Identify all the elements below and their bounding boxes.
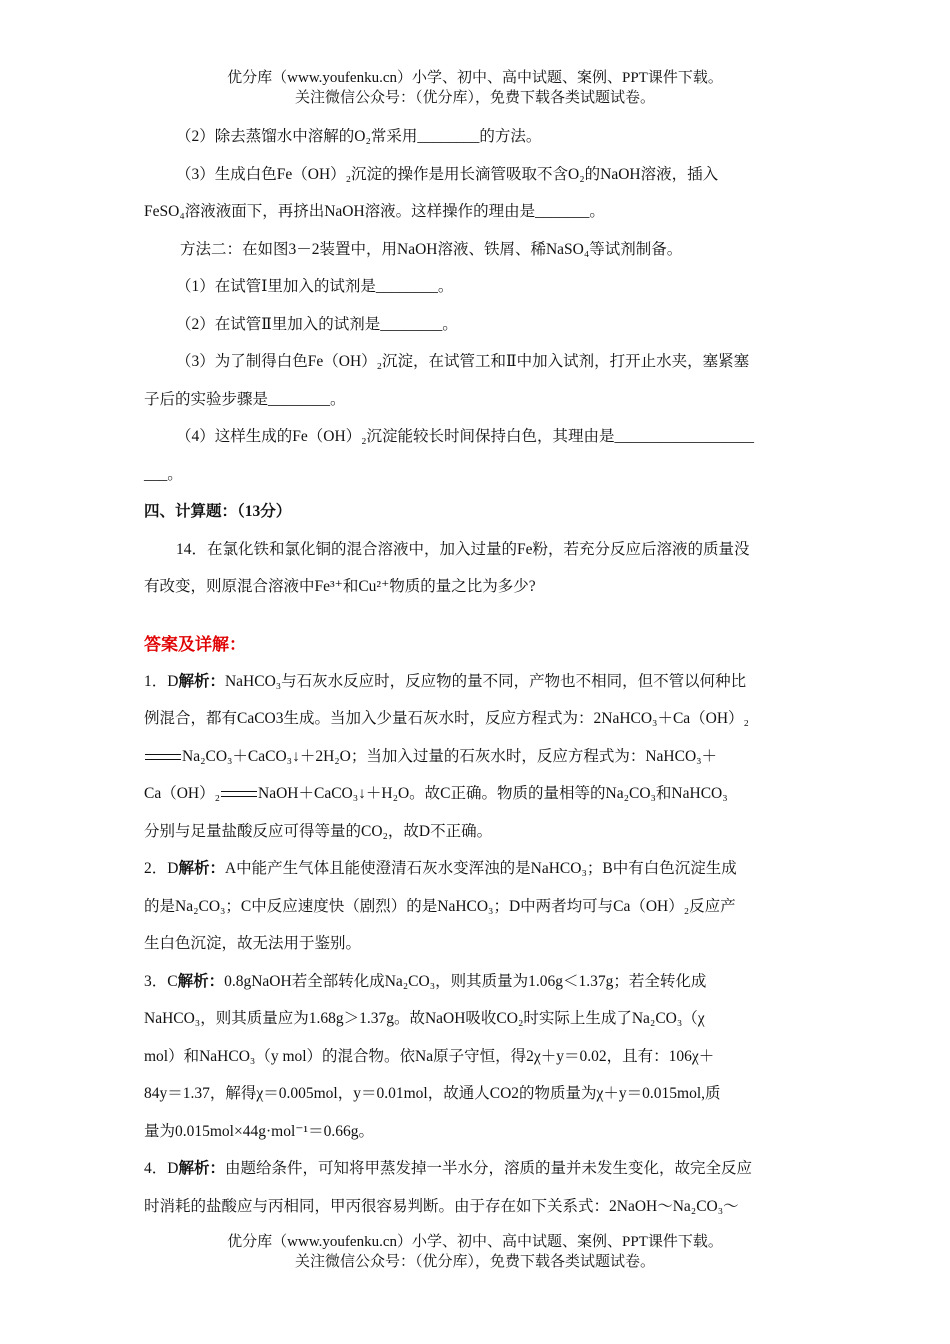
answer-1-line-5: 分别与足量盐酸反应可得等量的CO₂，故D不正确。 bbox=[144, 822, 493, 840]
answer-heading: 答案及详解： bbox=[144, 634, 246, 654]
section-4-heading: 四、计算题：（13分） bbox=[144, 503, 292, 520]
answer-1-text-4b: NaOH＋CaCO₃↓＋H₂O。故C正确。物质的量相等的Na₂CO₃和NaHCO₃ bbox=[258, 785, 728, 802]
method-2-question-4-line-2: ___。 bbox=[144, 465, 183, 483]
question-14-line-2: 有改变，则原混合溶液中Fe³⁺和Cu²⁺物质的量之比为多少? bbox=[144, 578, 536, 595]
answer-1-line-4 bbox=[144, 775, 806, 813]
header-line-2: 关注微信公众号：（优分库），免费下载各类试题试卷。 bbox=[294, 90, 655, 106]
answer-4-tag: 解析： bbox=[178, 1160, 225, 1177]
page-footer bbox=[0, 1232, 950, 1272]
method-2-question-3-line-2: 子后的实验步骤是________。 bbox=[144, 390, 346, 408]
answer-3-text-1: 0.8gNaOH若全部转化成Na₂CO₃，则其质量为1.06g＜1.37g；若全转化成 bbox=[224, 972, 707, 990]
question-3-line-2: FeSO₄溶液液面下，再挤出NaOH溶液。这样操作的理由是_______。 bbox=[144, 203, 605, 220]
footer-line-1: 优分库（www.youfenku.cn）小学、初中、高中试题、案例、PPT课件下载。 bbox=[227, 1234, 723, 1250]
answer-1-line-3 bbox=[144, 738, 806, 776]
answer-4-line-2: 时消耗的盐酸应与丙相同，甲丙很容易判断。由于存在如下关系式：2NaOH～Na₂CO₃～ bbox=[144, 1197, 739, 1215]
answer-3-line-3: mol）和NaHCO₃（y mol）的混合物。依Na原子守恒，得2χ＋y＝0.02，且有：106χ＋ bbox=[144, 1047, 715, 1065]
footer-line-2: 关注微信公众号：（优分库），免费下载各类试题试卷。 bbox=[294, 1254, 655, 1270]
header-line-1: 优分库（www.youfenku.cn）小学、初中、高中试题、案例、PPT课件下载。 bbox=[227, 70, 723, 86]
equals-sign-icon bbox=[221, 791, 257, 797]
method-2-question-3-line-1: （3）为了制得白色Fe（OH）₂沉淀，在试管工和Ⅱ中加入试剂，打开止水夹，塞紧塞 bbox=[176, 353, 750, 370]
answer-4-label: 4．D bbox=[144, 1160, 179, 1177]
question-2: （2）除去蒸馏水中溶解的O₂常采用________的方法。 bbox=[176, 128, 542, 145]
answer-1-text-1: NaHCO₃与石灰水反应时，反应物的量不同，产物也不相同，但不管以何种比 bbox=[224, 672, 747, 690]
answer-2-line-3: 生白色沉淀，故无法用于鉴别。 bbox=[144, 935, 362, 952]
answer-3-label: 3．C bbox=[144, 972, 178, 990]
answer-2-text-1: A中能产生气体且能使澄清石灰水变浑浊的是NaHCO₃；B中有白色沉淀生成 bbox=[224, 860, 737, 877]
document-body bbox=[144, 118, 806, 1225]
answer-1-label: 1．D bbox=[144, 672, 179, 690]
answer-3-line-4: 84y＝1.37，解得χ＝0.005mol，y＝0.01mol，故通人CO2的物质量为χ＋y＝0.015mol,质 bbox=[144, 1085, 721, 1102]
answer-1-line-1 bbox=[144, 663, 806, 701]
method-2-intro: 方法二：在如图3－2装置中，用NaOH溶液、铁屑、稀NaSO₄等试剂制备。 bbox=[180, 240, 683, 258]
question-3-line-1: （3）生成白色Fe（OH）₂沉淀的操作是用长滴管吸取不含O₂的NaOH溶液，插入 bbox=[176, 165, 719, 183]
answer-4-text-1: 由题给条件，可知将甲蒸发掉一半水分，溶质的量并未发生变化，故完全反应 bbox=[224, 1160, 752, 1177]
answer-3-line-1 bbox=[144, 963, 806, 1001]
answer-1-text-4a: Ca（OH）₂ bbox=[144, 785, 221, 802]
answer-1-text-3: Na₂CO₃＋CaCO₃↓＋2H₂O；当加入过量的石灰水时，反应方程式为：NaHCO₃＋ bbox=[182, 747, 718, 765]
question-14-line-1: 14．在氯化铁和氯化铜的混合溶液中，加入过量的Fe粉，若充分反应后溶液的质量没 bbox=[176, 540, 750, 558]
answer-2-line-2: 的是Na₂CO₃；C中反应速度快（剧烈）的是NaHCO₃；D中两者均可与Ca（OH）₂反应产 bbox=[144, 897, 736, 915]
answer-3-line-5: 量为0.015mol×44g·mol⁻¹＝0.66g。 bbox=[144, 1122, 374, 1140]
answer-3-tag: 解析： bbox=[177, 972, 225, 990]
answer-1-tag: 解析： bbox=[178, 672, 225, 690]
answer-4-line-1 bbox=[144, 1150, 806, 1188]
answer-2-line-1 bbox=[144, 850, 806, 888]
method-2-question-1: （1）在试管Ⅰ里加入的试剂是________。 bbox=[176, 278, 454, 295]
method-2-question-4-line-1: （4）这样生成的Fe（OH）₂沉淀能较长时间保持白色，其理由是__________________ bbox=[176, 428, 755, 445]
page-header bbox=[0, 68, 950, 108]
equals-sign-icon bbox=[145, 754, 181, 760]
answer-1-line-2: 例混合，都有CaCO3生成。当加入少量石灰水时，反应方程式为：2NaHCO₃＋Ca（OH）₂ bbox=[144, 710, 749, 727]
method-2-question-2: （2）在试管Ⅱ里加入的试剂是________。 bbox=[176, 315, 458, 333]
answer-3-line-2: NaHCO₃，则其质量应为1.68g＞1.37g。故NaOH吸收CO₂时实际上生成了Na₂CO₃（χ bbox=[144, 1010, 705, 1027]
answer-2-label: 2．D bbox=[144, 860, 179, 877]
answer-2-tag: 解析： bbox=[178, 860, 225, 877]
